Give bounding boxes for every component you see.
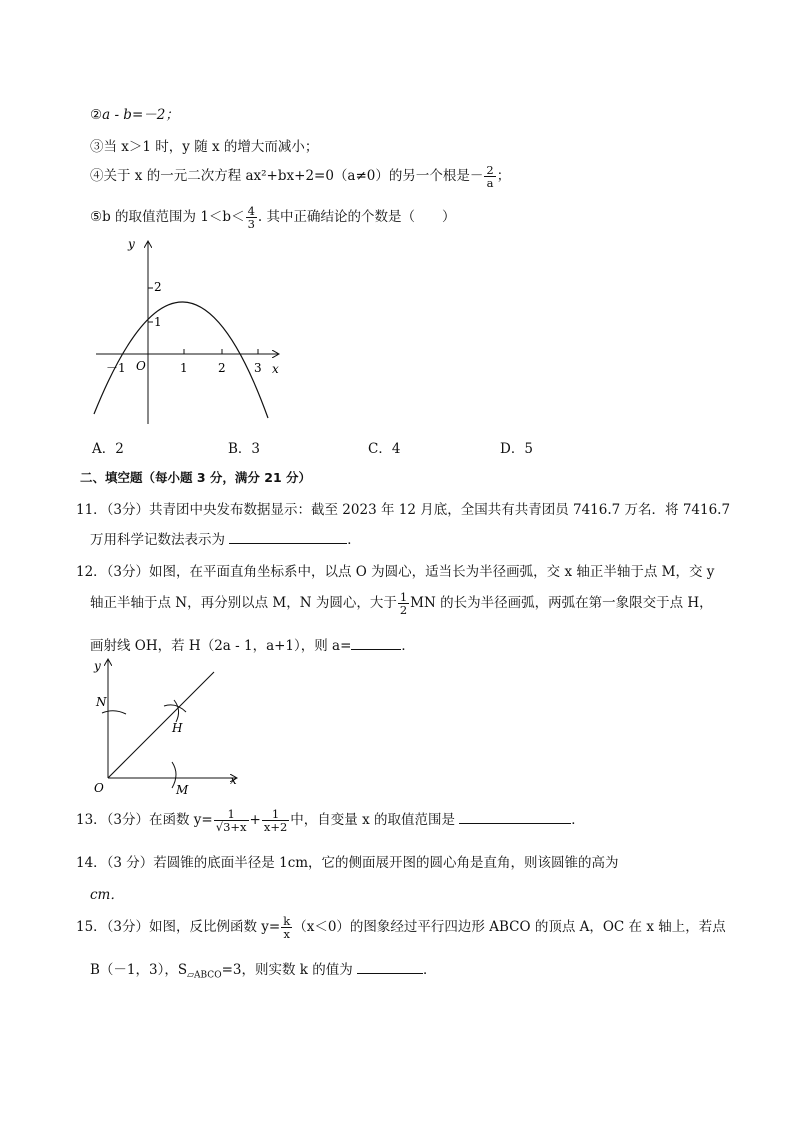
q10-item-3: ③当 x＞1 时，y 随 x 的增大而减小； [90,139,319,155]
bisector-graph [90,656,250,796]
tick-label-x-neg1: －1 [106,361,126,375]
option-c[interactable]: C．4 [368,441,401,457]
fraction-2-over-a: $\frac{2}{a}$ [486,163,494,191]
q12-answer-blank[interactable] [351,639,401,650]
ray-oh [108,672,214,778]
fraction-4-over-3: $\frac{4}{3}$ [247,204,255,232]
graph-x-label: x [230,773,237,787]
q11-answer-blank[interactable] [229,533,347,544]
q15-line1: 15．（3分）如图，反比例函数 y= $\frac{k}{x}$ （x＜0）的图象经过平行四边形 ABCO 的顶点 A，OC 在 x 轴上，若点 [76,914,726,942]
q14-line1: 14．（3 分）若圆锥的底面半径是 1cm，它的侧面展开图的圆心角是直角，则该圆锥的高为 [76,855,619,871]
section-title: 二、填空题（每小题 3 分，满分 21 分） [80,470,312,485]
tick-label-x-1: 1 [180,361,188,375]
q12-line2: 轴正半轴于点 N，再分别以点 M，N 为圆心，大于 $\frac{1}{2}$ MN 的长为半径画弧，两弧在第一象限交于点 H， [90,590,713,618]
fraction-1-over-2: $\frac{1}{2}$ [399,590,408,618]
parabola-graph [88,236,288,426]
graph-origin: O [94,781,104,795]
q13-line: 13．（3分）在函数 y= $\frac{1}{√3+x}$ + $\frac{1}{x+2}$ 中，自变量 x 的取值范围是 ． [76,807,585,835]
label-n: N [96,695,107,709]
option-d[interactable]: D．5 [500,441,533,457]
q15-answer-blank[interactable] [357,963,423,974]
graph-origin: O [136,359,146,373]
tick-label-x-3: 3 [254,361,262,375]
fraction-1-over-sqrt: $\frac{1}{√3+x}$ [215,807,247,835]
q10-item-2: ②a - b=－2； [90,107,179,123]
q10-item-5: ⑤b 的取值范围为 1＜b＜ $\frac{4}{3}$ . 其中正确结论的个数是（ ） [90,204,456,232]
q14-line2: cm． [90,887,124,903]
arc-n [102,711,126,714]
graph-y-label: y [94,659,101,673]
graph-y-label: y [128,237,135,251]
q11-line1: 11．（3分）共青团中央发布数据显示：截至 2023 年 12 月底，全国共有共青团员 7416.7 万名．将 7416.7 [76,502,731,518]
q12-line1: 12．（3分）如图，在平面直角坐标系中，以点 O 为圆心，适当长为半径画弧，交 x 轴正半轴于点 M，交 y [76,564,715,580]
option-b[interactable]: B．3 [228,441,261,457]
fraction-k-over-x: $\frac{k}{x}$ [283,914,291,942]
parabola-curve [94,302,268,418]
option-a[interactable]: A．2 [92,441,124,457]
q15-line2: B（－1，3），$S_{▱ABCO}=3$，则实数 k 的值为 ． [90,962,437,981]
q11-line2: 万用科学记数法表示为 ． [90,532,361,548]
q12-line3: 画射线 OH，若 H（2a - 1，a+1），则 a= ． [90,638,415,654]
q10-item-4: ④关于 x 的一元二次方程 ax²+bx+2=0（a≠0）的另一个根是－ $\frac{2}{a}$ ； [90,163,511,191]
q13-answer-blank[interactable] [459,813,571,824]
tick-label-y-1: 1 [154,315,162,329]
label-h: H [172,721,183,735]
fraction-1-over-x-plus-2: $\frac{1}{x+2}$ [263,807,288,835]
graph-x-label: x [272,362,279,376]
tick-label-x-2: 2 [218,361,226,375]
label-m: M [176,783,189,796]
tick-label-y-2: 2 [154,280,162,294]
